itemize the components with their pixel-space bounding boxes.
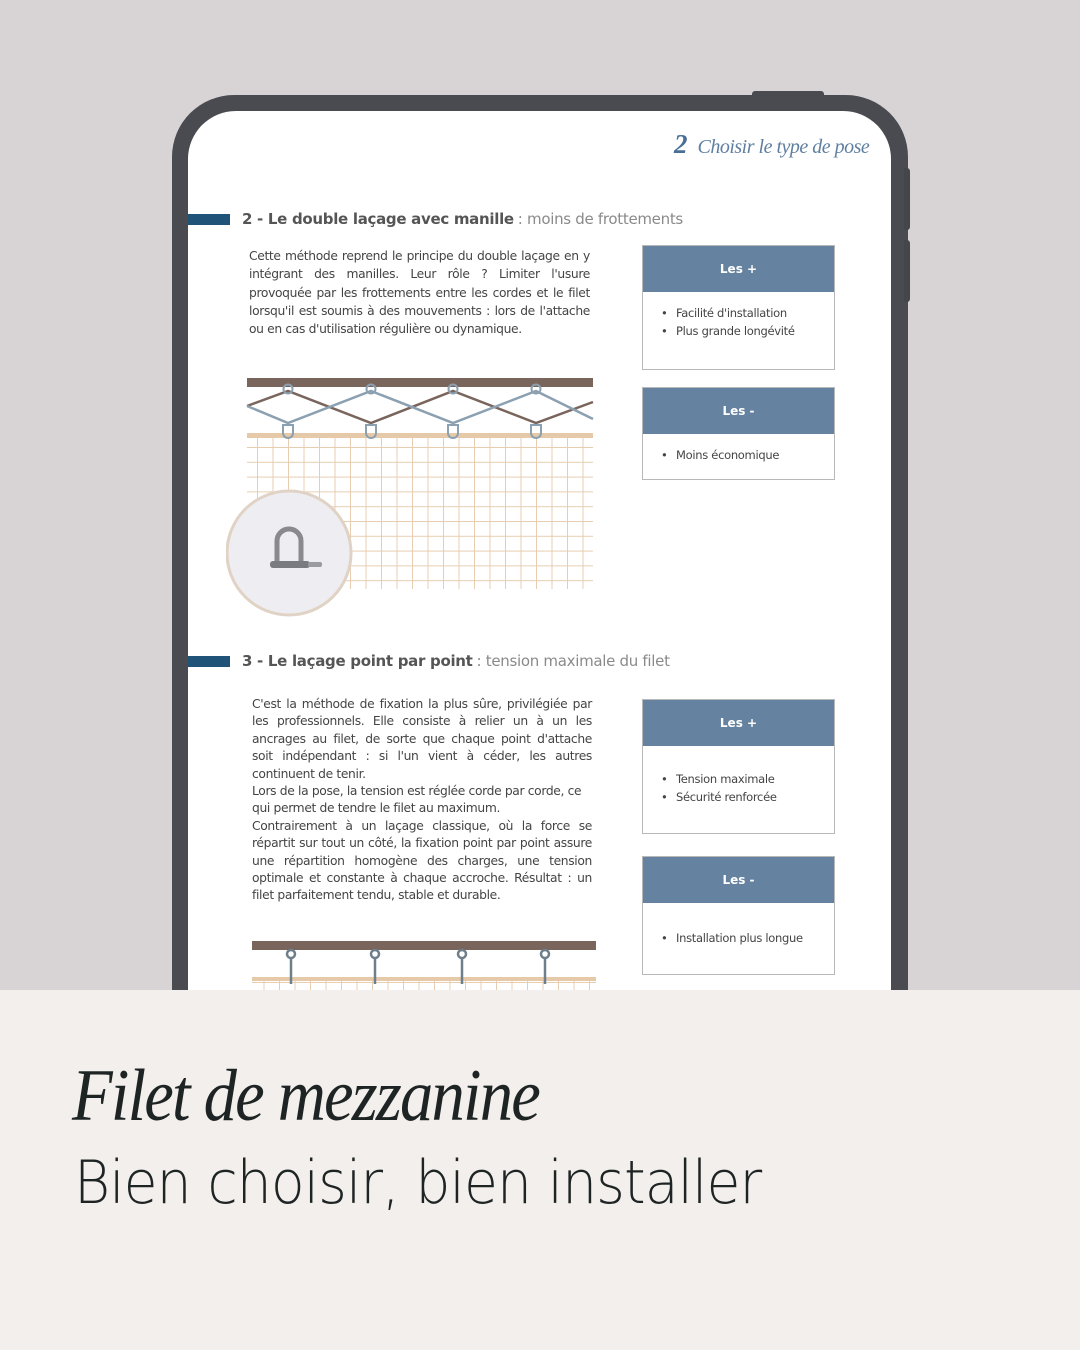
section-heading-point-by-point [188, 650, 670, 672]
paragraph: Cette méthode reprend le principe du double laçage en y intégrant des manilles. Leur rôle ? Limiter l'usure provoquée par les frottements entre les cordes et le filet lorsqu'il est soumis à des mouvements : lors de l'attache ou en cas d'utilisation régulière ou dynamique. [249, 249, 590, 337]
pros-box [642, 245, 835, 370]
tablet-volume-up-button [904, 168, 910, 230]
cons-box [642, 387, 835, 480]
paragraph: Lors de la pose, la tension est réglée corde par corde, ce qui permet de tendre le filet au maximum. [252, 784, 582, 816]
pros-item: • Plus grande longévité [661, 322, 834, 340]
section-body-point-by-point [252, 696, 592, 905]
cons-item: • Moins économique [661, 446, 834, 464]
section-title: 2 - Le double laçage avec manille [242, 210, 514, 228]
chapter-number: 2 [674, 129, 688, 159]
cons-item: • Installation plus longue [661, 929, 834, 947]
section-marker-bar [188, 656, 230, 667]
cons-header: Les - [643, 857, 834, 903]
caption-subtitle: Bien choisir, bien installer [74, 1148, 762, 1218]
section-marker-bar [188, 214, 230, 225]
cons-list [643, 434, 834, 464]
cons-list [643, 903, 834, 947]
cons-header: Les - [643, 388, 834, 434]
section-subtitle: : tension maximale du filet [476, 652, 670, 670]
paragraph: C'est la méthode de fixation la plus sûre, privilégiée par les professionnels. Elle consiste à relier un à un les ancrages au filet, de sorte que chaque point d'attache soit indépendant : si l'un vient à céder, les autres continuent de tenir. [252, 697, 592, 781]
pros-item: • Sécurité renforcée [661, 788, 834, 806]
double-lacing-diagram [226, 373, 598, 623]
pros-list [643, 292, 834, 340]
pros-item: • Facilité d'installation [661, 304, 834, 322]
caption-title: Filet de mezzanine [72, 1055, 539, 1137]
tablet-screen [188, 111, 891, 990]
section-heading-double-lacing [188, 208, 683, 230]
section-body-double-lacing [249, 247, 590, 338]
pros-header: Les + [643, 700, 834, 746]
section-title: 3 - Le laçage point par point [242, 652, 473, 670]
pros-box [642, 699, 835, 834]
tablet-volume-down-button [904, 240, 910, 302]
chapter-heading [674, 129, 869, 160]
section-subtitle: : moins de frottements [517, 210, 683, 228]
pros-item: • Tension maximale [661, 770, 834, 788]
caption-panel [0, 990, 1080, 1350]
pros-header: Les + [643, 246, 834, 292]
cons-box [642, 856, 835, 975]
chapter-title: Choisir le type de pose [697, 136, 870, 158]
pros-list [643, 746, 834, 806]
point-by-point-diagram [248, 937, 600, 990]
paragraph: Contrairement à un laçage classique, où la force se répartit sur tout un côté, la fixation point par point assure une répartition homogène des charges, une tension optimale et constante à chaque accroche. Résultat : un filet parfaitement tendu, stable et durable. [252, 818, 592, 903]
